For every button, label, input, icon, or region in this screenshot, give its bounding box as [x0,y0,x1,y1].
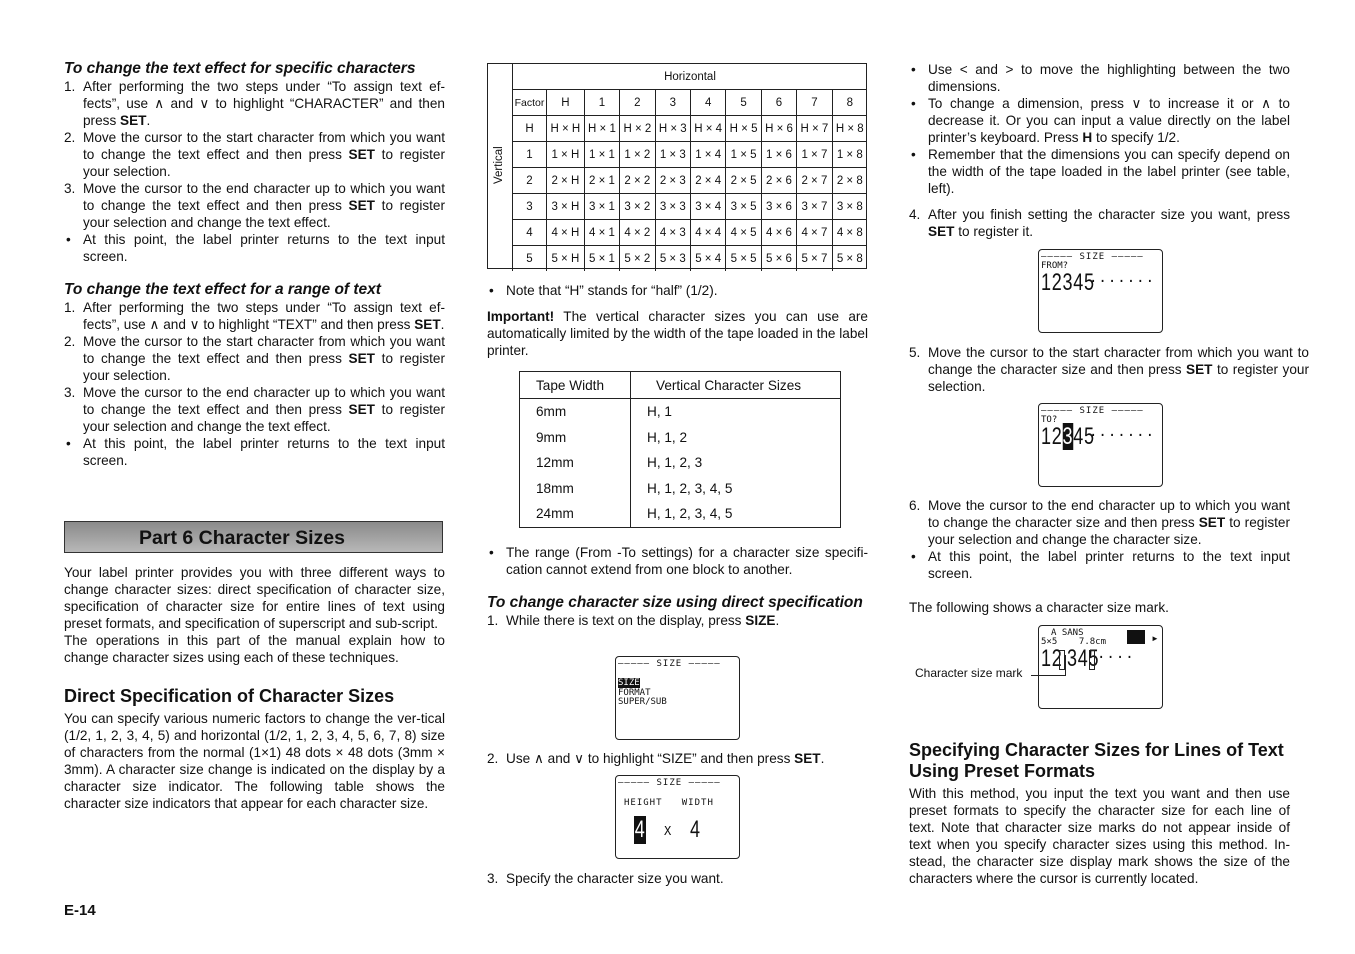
range-step-item-1: 1. After performing the two steps under “To assign text ef-fects”, use ∧ and ∨ to highlight “TEXT” and then press SET. [64,300,445,332]
row-header: 2 [513,168,547,194]
range-step-item-4: • At this point, the label printer returns to the text input screen. [66,436,445,468]
step-5: 5. Move the cursor to the start character from which you want to change the character size and then press SET to register your selection. [909,345,1309,394]
lcd-from-text: 12345 [1041,269,1095,296]
table-row [513,142,868,168]
table-row [520,450,841,476]
section-heading-preset: Specifying Character Sizes for Lines of Text Using Preset Formats [909,740,1284,781]
step-3: 3. Specify the character size you want. [487,871,724,886]
table-cell: H × 2 [620,116,655,142]
section-heading-direct: Direct Specification of Character Sizes [64,686,395,706]
table-cell: 3 × 2 [620,194,655,220]
table-row [520,476,841,502]
table-cell: 2 × 4 [690,168,725,194]
row-header: H [513,116,547,142]
callout-line [1031,675,1066,676]
table-cell: H × 5 [726,116,761,142]
step-4: 4. After you finish setting the character size you want, press SET to register it. [909,207,1290,239]
important-note: Important! The vertical character sizes you can use are automatically limited by the width of the tape loaded in the label printer. [487,309,868,358]
column-right-top [909,61,1290,240]
row-header: 5 [513,246,547,272]
column-header: 2 [620,90,655,116]
table-cell: 4 × 8 [832,220,867,246]
tape-width-table [519,371,841,528]
vertical-axis-label: Vertical [488,64,513,268]
specific-step-item-1: 1. After performing the two steps under “To assign text ef-fects”, use ∧ and ∨ to highlight “CHARACTER” and then press SET. [64,79,445,128]
table-cell: 5 × 8 [832,246,867,272]
table-row [513,220,868,246]
step-2: 2. Use ∧ and ∨ to highlight “SIZE” and then press SET. [487,751,825,766]
intro-paragraph-2: The operations in this part of the manual explain how to change character sizes using each of these techniques. [64,633,445,665]
bullet-returns: • At this point, the label printer returns to the text input screen. [911,549,1290,581]
table-cell: 2 × 1 [584,168,619,194]
tape-icon [1127,630,1145,644]
lcd-height-value: 4 [634,816,646,843]
table-cell: H × H [547,116,585,142]
table-cell: 2 × 7 [797,168,832,194]
table-cell: 5 × 5 [726,246,761,272]
specific-step-item-4: • At this point, the label printer returns to the text input screen. [66,232,445,264]
vertical-sizes-cell: H, 1, 2, 3, 4, 5 [631,476,841,502]
table-row [513,246,868,272]
table-cell: 5 × 6 [761,246,796,272]
table-row [513,168,868,194]
factor-label: Factor [513,90,547,116]
steps-range-of-text [64,299,445,469]
table-cell: H × 8 [832,116,867,142]
bullet-dimension-depend: • Remember that the dimensions you can specify depend on the width of the tape loaded in the label printer (see table, left). [911,147,1290,196]
table-cell: H × 6 [761,116,796,142]
column-middle-notes [487,282,868,359]
lcd-to: ––––– SIZE ––––– TO? 12345 ······· [1038,403,1163,487]
callout-line-vertical [1065,655,1066,676]
subheading-range-of-text: To change the text effect for a range of text [64,281,381,298]
tape-table-header: Vertical Character Sizes [631,372,841,399]
row-header: 3 [513,194,547,220]
tape-table-header: Tape Width [520,372,631,399]
table-cell: 4 × 6 [761,220,796,246]
section-body-direct: You can specify various numeric factors to change the ver-tical (1/2, 1, 2, 3, 4, 5) and horizontal (1/2, 1, 2, 3, 4, 5, 6, 7, 8) size of characters from the normal (1×1) 48 dots × 48 dots (3mm × 3mm). A character size change is indicated on the display by a character size indicator. The following table shows the character size indicators that appear for each character size. [64,711,445,811]
factor-grid [512,64,867,271]
step-6: 6. Move the cursor to the end character up to which you want to change the character size and then press SET to register your selection and change the character size. [909,498,1291,547]
column-header: 5 [726,90,761,116]
table-cell: 1 × 1 [584,142,619,168]
row-header: 4 [513,220,547,246]
table-row [520,425,841,451]
column-right-mid [909,497,1290,616]
column-header: 4 [690,90,725,116]
part-banner [64,521,443,553]
table-cell: 4 × 2 [620,220,655,246]
column-header: 1 [584,90,619,116]
range-step-item-2: 2. Move the cursor to the start character from which you want to change the text effect and then press SET to register your selection. [64,334,446,383]
column-header: 6 [761,90,796,116]
table-cell: 5 × 7 [797,246,832,272]
table-cell: 2 × 8 [832,168,867,194]
table-cell: 2 × 5 [726,168,761,194]
specific-step-item-3: 3. Move the cursor to the end character up to which you want to change the text effect and then press SET to register your selection and change the text effect. [64,181,446,230]
table-cell: 1 × 6 [761,142,796,168]
table-cell: 3 × H [547,194,585,220]
table-cell: 2 × 3 [655,168,690,194]
table-row [513,116,868,142]
table-cell: 4 × 4 [690,220,725,246]
table-cell: 1 × 2 [620,142,655,168]
lcd-size-menu: ––––– SIZE ––––– SIZE FORMAT SUPER/SUB [615,656,740,740]
vertical-sizes-cell: H, 1 [631,399,841,425]
table-row [520,399,841,425]
table-cell: H × 3 [655,116,690,142]
table-cell: 3 × 8 [832,194,867,220]
factor-table [487,63,867,269]
table-cell: 3 × 5 [726,194,761,220]
table-cell: 4 × H [547,220,585,246]
vertical-sizes-cell: H, 1, 2, 3, 4, 5 [631,501,841,527]
part-intro [64,564,445,812]
tape-width-cell: 6mm [520,399,631,425]
step-1: 1. While there is text on the display, press SIZE. [487,613,780,628]
mark-intro: The following shows a character size mark. [909,600,1169,615]
column-left [64,58,445,469]
subheading-direct-spec: To change character size using direct specification [487,594,863,611]
tape-width-cell: 24mm [520,501,631,527]
table-cell: 5 × 3 [655,246,690,272]
table-row [513,194,868,220]
vertical-sizes-cell: H, 1, 2 [631,425,841,451]
lcd-width-value: 4 [690,816,701,843]
table-cell: 4 × 1 [584,220,619,246]
table-cell: H × 1 [584,116,619,142]
specific-step-item-2: 2. Move the cursor to the start character from which you want to change the text effect and then press SET to register your selection. [64,130,446,179]
range-step-item-3: 3. Move the cursor to the end character up to which you want to change the text effect and then press SET to register your selection and change the text effect. [64,385,446,434]
column-header: 8 [832,90,867,116]
tape-width-cell: 18mm [520,476,631,502]
table-cell: 1 × H [547,142,585,168]
table-cell: 1 × 8 [832,142,867,168]
column-middle-steps [487,544,868,629]
table-cell: 1 × 3 [655,142,690,168]
row-header: 1 [513,142,547,168]
bullet-change-dimension: • To change a dimension, press ∨ to increase it or ∧ to decrease it. Or you can input a value directly on the label printer’s keyboard. Press H to specify 1/2. [911,96,1290,145]
character-size-mark-label: Character size mark [915,666,1023,680]
table-cell: 3 × 1 [584,194,619,220]
table-cell: 4 × 7 [797,220,832,246]
note-range: • The range (From -To settings) for a character size specifi-cation cannot extend from one block to another. [489,545,868,577]
column-header: H [547,90,585,116]
part-title: Part 6 Character Sizes [139,527,345,549]
lcd-from: ––––– SIZE ––––– FROM? 12345 ······· [1038,249,1163,333]
table-cell: H × 7 [797,116,832,142]
vertical-sizes-cell: H, 1, 2, 3 [631,450,841,476]
table-cell: 5 × 2 [620,246,655,272]
table-cell: 3 × 4 [690,194,725,220]
table-cell: 3 × 7 [797,194,832,220]
table-cell: 2 × 6 [761,168,796,194]
lcd-height-width: ––––– SIZE ––––– HEIGHT WIDTH 4 X 4 [615,775,740,859]
table-row [520,501,841,527]
table-cell: 5 × 4 [690,246,725,272]
table-cell: 2 × 2 [620,168,655,194]
horizontal-axis-label: Horizontal [513,64,868,90]
lcd-character-size-mark: A SANS 5×5 7.8cm ► 12 345 ···· [1038,625,1163,709]
lcd-highlight-size: SIZE [618,678,640,688]
steps-specific-characters [64,78,445,265]
page-number: E-14 [64,902,96,919]
tape-width-cell: 12mm [520,450,631,476]
table-cell: H × 4 [690,116,725,142]
column-right-bottom [909,740,1290,887]
table-cell: 4 × 3 [655,220,690,246]
table-cell: 1 × 4 [690,142,725,168]
table-cell: 3 × 3 [655,194,690,220]
table-cell: 3 × 6 [761,194,796,220]
size-mark-end-icon [1089,650,1095,670]
table-cell: 5 × 1 [584,246,619,272]
section-body-preset: With this method, you input the text you want and then use preset formats to specify the character size for each line of text. Note that character size marks do not appear inside of text when you specify character sizes using this method. In-stead, the character size display mark shows the size of the characters where the cursor is currently located. [909,786,1290,886]
note-h-half: • Note that “H” stands for “half” (1/2). [489,283,718,298]
table-cell: 5 × H [547,246,585,272]
table-cell: 1 × 7 [797,142,832,168]
subheading-specific-characters: To change the text effect for specific characters [64,60,416,77]
tape-width-cell: 9mm [520,425,631,451]
table-cell: 4 × 5 [726,220,761,246]
table-cell: 2 × H [547,168,585,194]
intro-paragraph-1: Your label printer provides you with three different ways to change character sizes: direct specification of character size, specification of character size for entire lines of text using preset formats, and specification of superscript and sub-script. [64,565,445,631]
arrow-right-icon: ► [1151,634,1159,643]
table-cell: 1 × 5 [726,142,761,168]
lcd-to-text: 12345 [1041,423,1095,450]
column-header: 3 [655,90,690,116]
bullet-move-highlight: • Use < and > to move the highlighting between the two dimensions. [911,62,1290,94]
column-header: 7 [797,90,832,116]
